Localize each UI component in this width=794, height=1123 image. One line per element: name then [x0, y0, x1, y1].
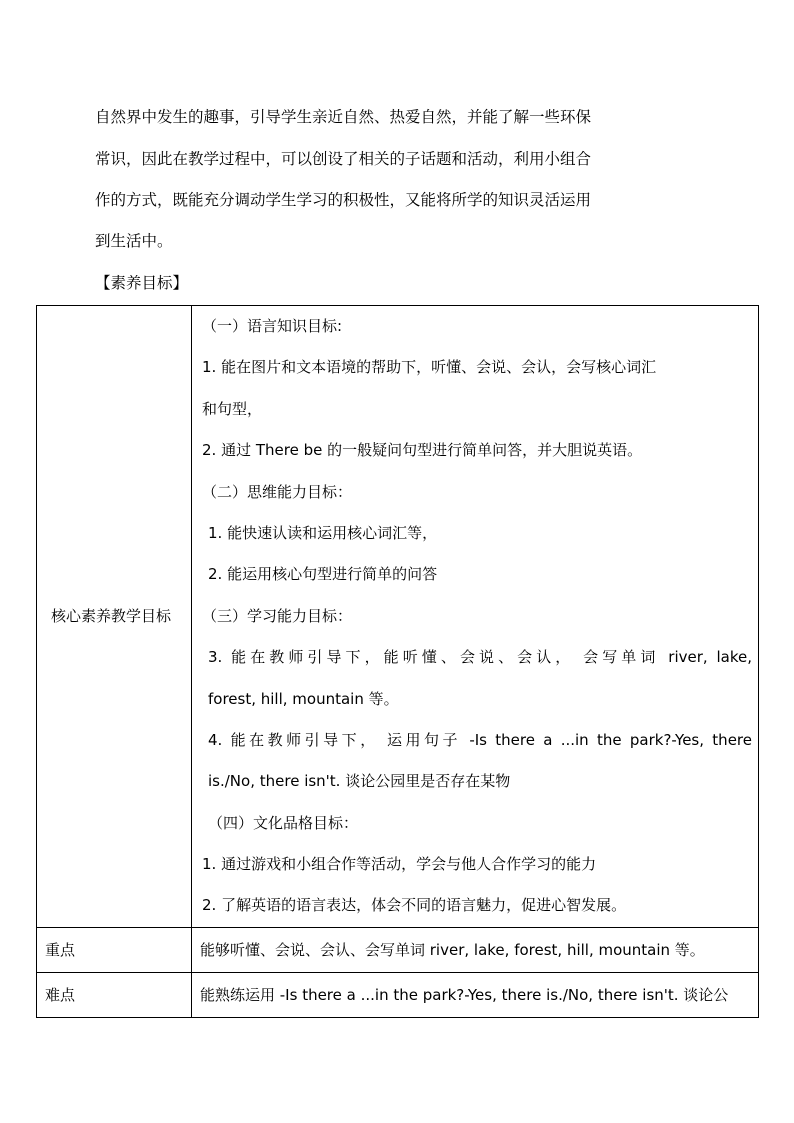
- goal-line: （一）语言知识目标:: [202, 317, 343, 335]
- goal-line: 和句型，: [202, 399, 263, 418]
- goal-line: 2. 通过 There be 的一般疑问句型进行简单问答，并大胆说英语。: [202, 441, 643, 460]
- goals-table: [36, 305, 759, 1018]
- intro-line: 常识，因此在教学过程中，可以创设了相关的子话题和活动，利用小组合: [95, 150, 592, 168]
- goal-line: 1. 能在图片和文本语境的帮助下，听懂、会说、会认，会写核心词汇: [202, 358, 657, 377]
- intro-line: 自然界中发生的趣事，引导学生亲近自然、热爱自然，并能了解一些环保: [95, 108, 592, 126]
- key-point-content: 能够听懂、会说、会认、会写单词 river, lake, forest, hill, mountain 等。: [192, 927, 759, 972]
- goal-line: 1. 能快速认读和运用核心词汇等，: [208, 523, 438, 542]
- goal-line: is./No, there isn't. 谈论公园里是否存在某物: [208, 772, 511, 791]
- goal-line: （四）文化品格目标：: [208, 813, 359, 832]
- difficulty-content: 能熟练运用 -Is there a ...in the park?-Yes, there is./No, there isn't. 谈论公: [192, 972, 759, 1017]
- core-goals-label: [37, 306, 192, 928]
- goal-line: 1. 通过游戏和小组合作等活动，学会与他人合作学习的能力: [202, 855, 597, 874]
- intro-line: 到生活中。: [95, 232, 173, 250]
- table-row-difficulty: [37, 972, 759, 1017]
- goal-line: 4. 能在教师引导下， 运用句子 -Is there a ...in the park?-Yes, there: [208, 730, 752, 749]
- table-row-core: [37, 306, 759, 928]
- core-goals-label-text: 核心素养教学目标: [51, 607, 172, 626]
- section-heading: 【素养目标】: [95, 274, 189, 292]
- key-point-label: 重点: [37, 927, 192, 972]
- goal-line: 2. 了解英语的语言表达，体会不同的语言魅力，促进心智发展。: [202, 896, 627, 915]
- core-goals-content: [192, 306, 759, 928]
- goal-line: forest, hill, mountain 等。: [208, 689, 399, 708]
- difficulty-label: 难点: [37, 972, 192, 1017]
- goal-line: 2. 能运用核心句型进行简单的问答: [208, 565, 438, 584]
- intro-line: 作的方式，既能充分调动学生学习的积极性，又能将所学的知识灵活运用: [95, 191, 592, 209]
- table-row-key: [37, 927, 759, 972]
- goal-line: 3. 能在教师引导下，能听懂、会说、会认， 会写单词 river, lake,: [208, 648, 752, 667]
- goal-line: （二）思维能力目标：: [202, 482, 353, 501]
- goal-line: （三）学习能力目标：: [202, 606, 353, 625]
